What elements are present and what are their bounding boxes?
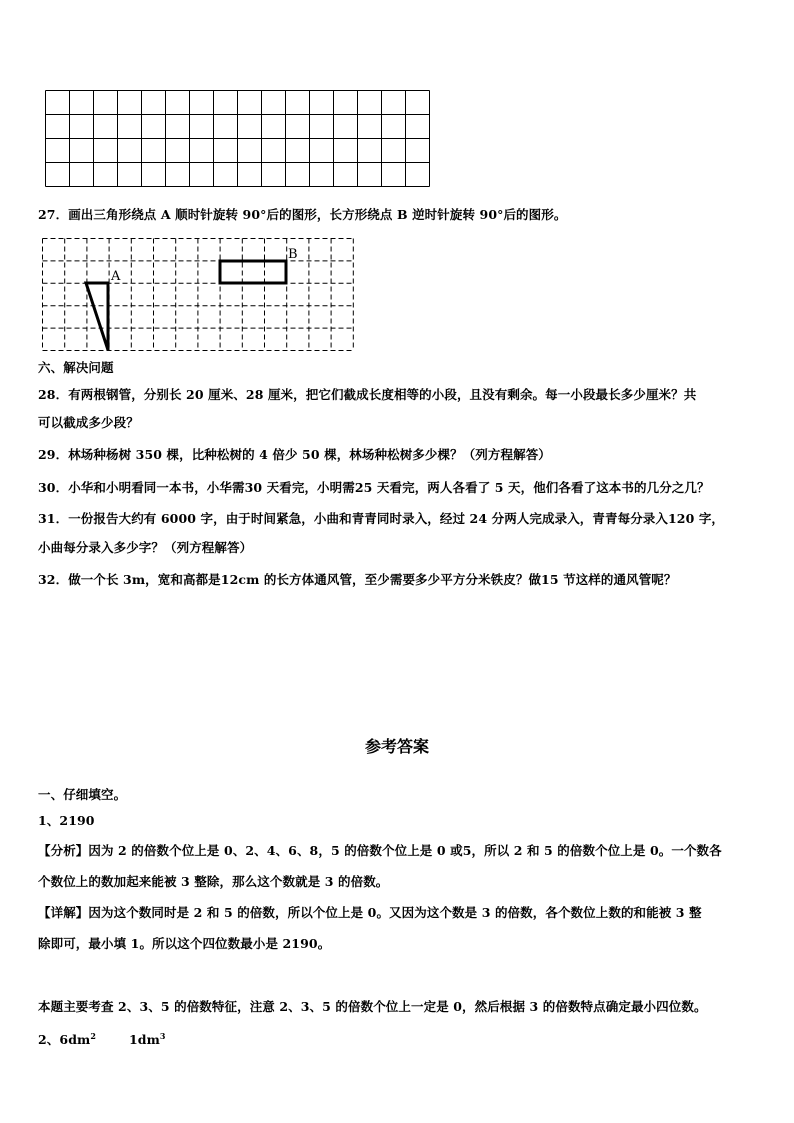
detail-line1: 【详解】因为这个数同时是 2 和 5 的倍数，所以个位上是 0。又因为这个数是 3 的倍数，各个数位上数的和能被 3 整: [38, 905, 702, 920]
detail-line2: 除即可，最小填 1。所以这个四位数最小是 2190。: [38, 936, 331, 951]
question-32: 32．做一个长 3m，宽和高都是12cm 的长方体通风管，至少需要多少平方分米铁皮？做15 节这样的通风管呢？: [38, 572, 677, 587]
answer-1: 1、2190: [38, 813, 95, 828]
rotation-grid: [42, 238, 358, 354]
triangle-shape: [86, 283, 108, 350]
analysis-line1: 【分析】因为 2 的倍数个位上是 0、2、4、6、8，5 的倍数个位上是 0 或5，所以 2 和 5 的倍数个位上是 0。一个数各: [38, 843, 722, 858]
question-28-line2: 可以截成多少段？: [38, 415, 139, 430]
answer-2-second: 1dm: [128, 1032, 160, 1047]
summary-line: 本题主要考查 2、3、5 的倍数特征，注意 2、3、5 的倍数个位上一定是 0，然后根据 3 的倍数特点确定最小四位数。: [38, 999, 707, 1014]
question-30: 30．小华和小明看同一本书，小华需30 天看完，小明需25 天看完，两人各看了 5 天，他们各看了这本书的几分之几？: [38, 480, 710, 495]
question-31-line1: 31．一份报告大约有 6000 字，由于时间紧急，小曲和青青同时录入，经过 24 分两人完成录入，青青每分录入120 字，: [38, 511, 725, 526]
answer-2: [38, 1031, 166, 1049]
question-28-line1: 28．有两根钢管，分别长 20 厘米、28 厘米，把它们截成长度相等的小段，且没有剩余。每一小段最长多少厘米？共: [38, 387, 697, 402]
answer-2-first: 2、6dm: [38, 1032, 91, 1047]
answer-2-exponent-1: 2: [90, 1030, 97, 1041]
answer-2-exponent-2: 3: [159, 1030, 166, 1041]
question-29: 29．林场种杨树 350 棵，比种松树的 4 倍少 50 棵，林场种松树多少棵？（列方程解答）: [38, 447, 551, 462]
answers-title: 参考答案: [364, 737, 429, 756]
point-a-label: A: [111, 269, 121, 284]
answer-grid: [45, 90, 431, 188]
point-b-label: B: [288, 247, 298, 262]
answers-section-1: 一、仔细填空。: [38, 787, 127, 802]
question-31-line2: 小曲每分录入多少字？（列方程解答）: [38, 540, 253, 555]
section-heading-6: 六、解决问题: [38, 360, 114, 375]
rectangle-shape: [220, 261, 286, 283]
question-27: 27．画出三角形绕点 A 顺时针旋转 90°后的图形，长方形绕点 B 逆时针旋转 90°后的图形。: [38, 207, 567, 222]
analysis-line2: 个数位上的数加起来能被 3 整除，那么这个数就是 3 的倍数。: [38, 874, 389, 889]
